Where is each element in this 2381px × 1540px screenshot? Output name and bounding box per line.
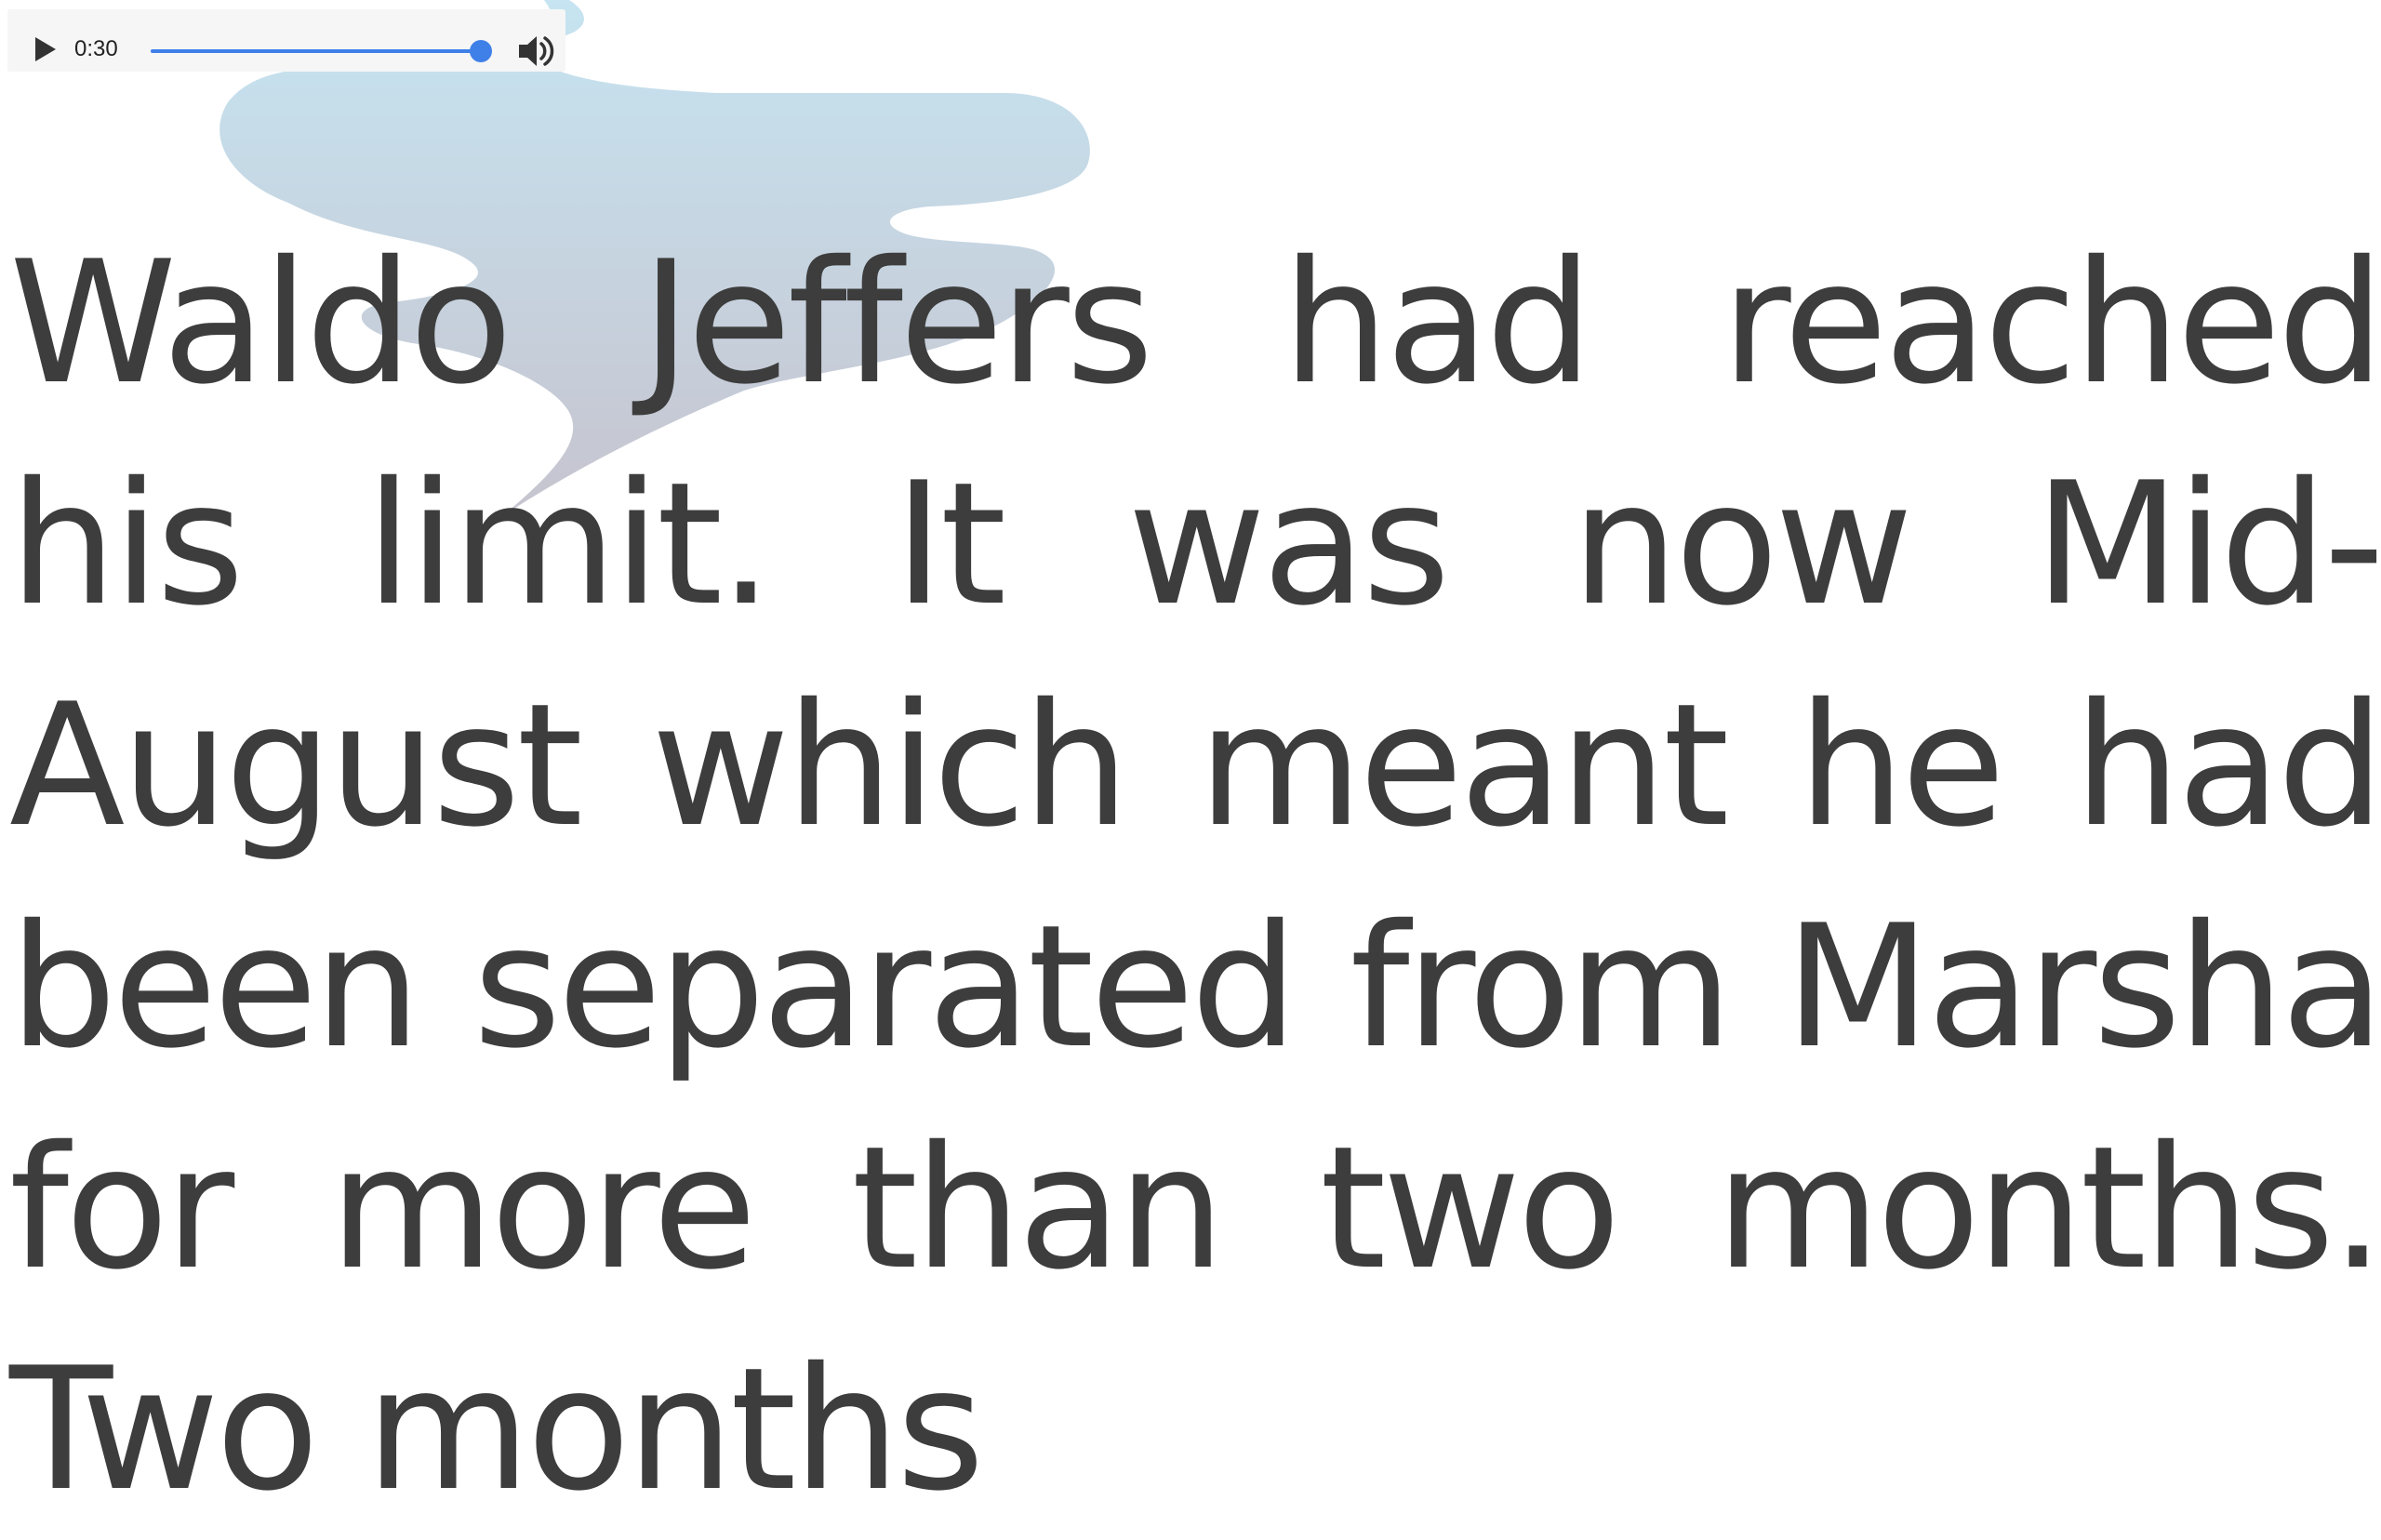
audio-player	[7, 9, 565, 72]
play-icon[interactable]	[35, 37, 56, 61]
story-paragraph: Waldo Jeffers had reached his limit. It was now Mid-August which meant he had been separated from Marsha for more than two months. Two months	[9, 224, 2381, 1528]
seek-handle[interactable]	[470, 40, 492, 62]
seek-bar[interactable]	[151, 49, 481, 53]
seek-bar-fill	[151, 49, 481, 53]
time-display: 0:30	[74, 36, 118, 61]
story-text-block	[9, 212, 2381, 1528]
speaker-icon[interactable]	[517, 33, 556, 70]
